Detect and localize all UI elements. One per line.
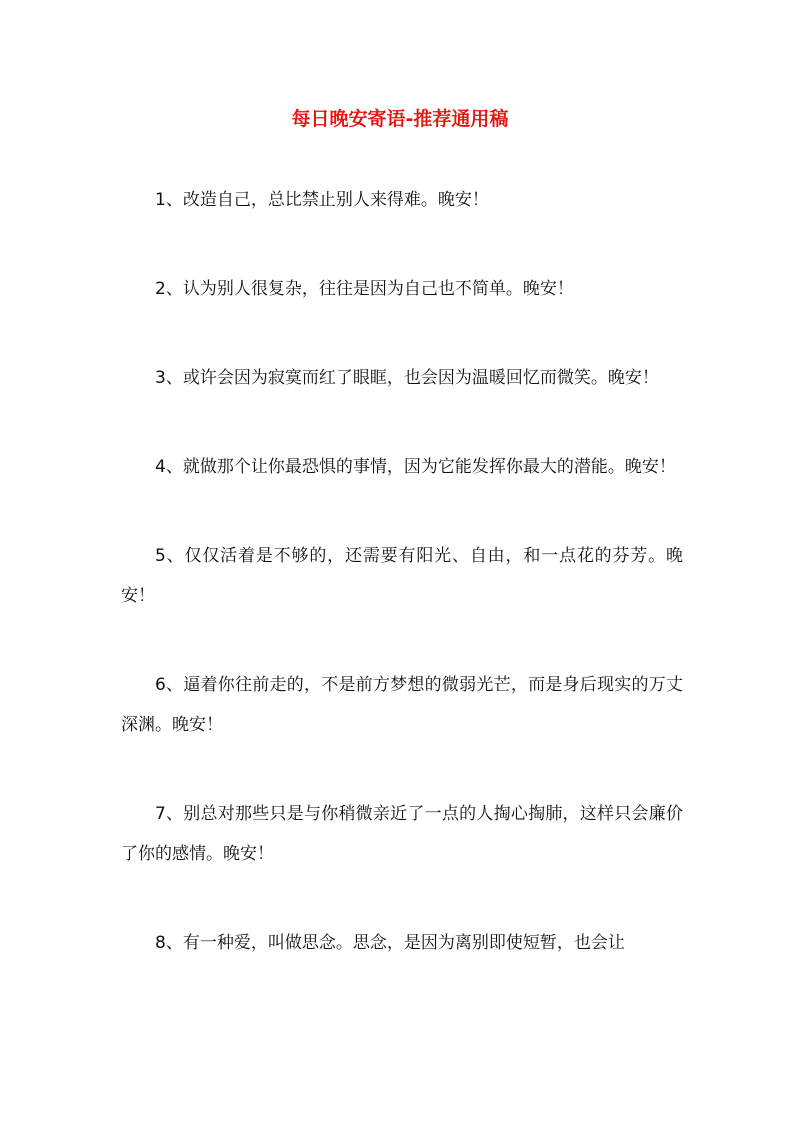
paragraph-7: 7、别总对那些只是与你稍微亲近了一点的人掏心掏肺，这样只会廉价了你的感情。晚安！ <box>121 804 683 864</box>
paragraph-6: 6、逼着你往前走的，不是前方梦想的微弱光芒，而是身后现实的万丈深渊。晚安！ <box>121 675 683 735</box>
document-body <box>121 180 683 1012</box>
paragraph-8: 8、有一种爱，叫做思念。思念，是因为离别即使短暂，也会让 <box>155 933 625 953</box>
paragraph-3: 3、或许会因为寂寞而红了眼眶，也会因为温暖回忆而微笑。晚安！ <box>155 368 659 388</box>
paragraph-4: 4、就做那个让你最恐惧的事情，因为它能发挥你最大的潜能。晚安！ <box>155 457 676 477</box>
document-title: 每日晚安寄语-推荐通用稿 <box>291 108 509 130</box>
paragraph-5: 5、仅仅活着是不够的，还需要有阳光、自由，和一点花的芬芳。晚安！ <box>121 546 683 606</box>
paragraph-2: 2、认为别人很复杂，往往是因为自己也不简单。晚安！ <box>155 279 574 299</box>
paragraph-1: 1、改造自己，总比禁止别人来得难。晚安！ <box>155 190 489 210</box>
